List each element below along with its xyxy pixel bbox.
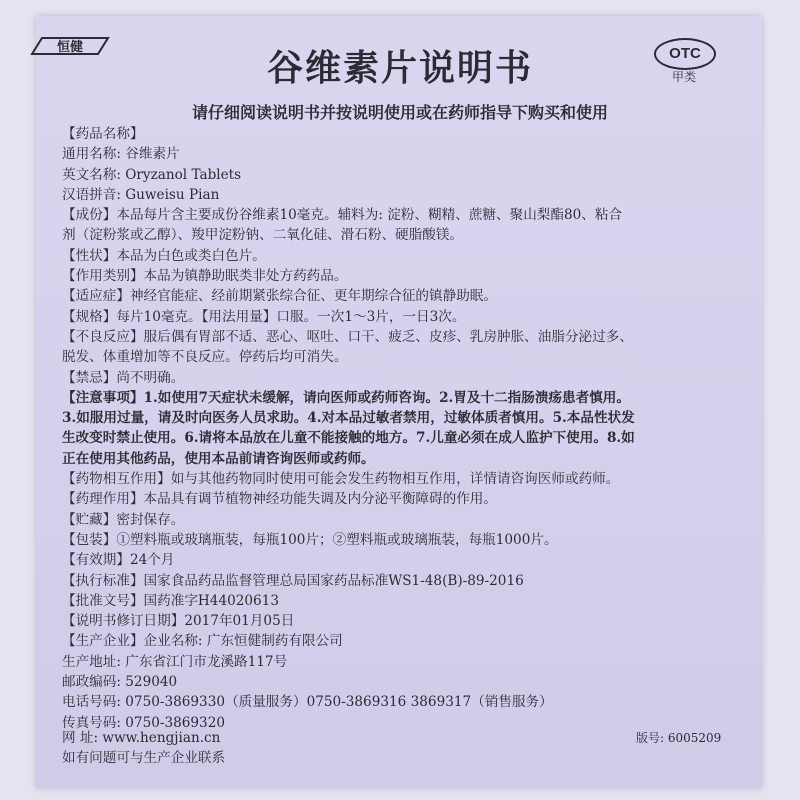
leaflet-line: 【药物相互作用】如与其他药物同时使用可能会发生药物相互作用，详情请咨询医师或药师。 <box>62 471 620 488</box>
leaflet-line: 【禁忌】尚不明确。 <box>62 369 185 386</box>
leaflet-line: 生产地址: 广东省江门市龙溪路117号 <box>62 653 288 670</box>
leaflet-line: 通用名称: 谷维素片 <box>62 146 180 163</box>
leaflet-line: 【注意事项】1.如使用7天症状未缓解，请向医师或药师咨询。2.胃及十二指肠溃疡患者慎用。 <box>62 389 630 406</box>
footer-note: 如有问题可与生产企业联系 <box>62 750 226 766</box>
leaflet-line: 汉语拼音: Guweisu Pian <box>62 186 220 203</box>
website-line: 网 址: www.hengjian.cn <box>62 730 221 746</box>
leaflet-line: 脱发、体重增加等不良反应。停药后均可消失。 <box>62 349 348 366</box>
leaflet-line: 【性状】本品为白色或类白色片。 <box>62 247 266 264</box>
leaflet-line: 剂（淀粉浆或乙醇）、羧甲淀粉钠、二氧化硅、滑石粉、硬脂酸镁。 <box>62 227 464 244</box>
version-number: 版号: 6005209 <box>636 731 722 745</box>
leaflet-line: 【说明书修订日期】2017年01月05日 <box>62 613 295 630</box>
leaflet-line: 英文名称: Oryzanol Tablets <box>62 166 242 183</box>
leaflet-line: 【不良反应】服后偶有胃部不适、恶心、呕吐、口干、疲乏、皮疹、乳房肿胀、油脂分泌过多、 <box>62 328 633 345</box>
leaflet-line: 【执行标准】国家食品药品监督管理总局国家药品标准WS1-48(B)-89-2016 <box>62 572 524 589</box>
leaflet-line: 3.如服用过量，请及时向医务人员求助。4.对本品过敏者禁用，过敏体质者慎用。5.本品性状发 <box>62 410 635 427</box>
leaflet-body <box>62 124 742 733</box>
leaflet-line: 【作用类别】本品为镇静助眠类非处方药药品。 <box>62 268 348 285</box>
leaflet-line: 邮政编码: 529040 <box>62 674 178 691</box>
leaflet-line: 【适应症】神经官能症、经前期紧张综合征、更年期综合征的镇静助眠。 <box>62 288 497 305</box>
leaflet-line: 电话号码: 0750-3869330（质量服务）0750-3869316 3869317（销售服务） <box>62 694 553 711</box>
leaflet-line: 传真号码: 0750-3869320 <box>62 714 226 731</box>
leaflet-line: 【成份】本品每片含主要成份谷维素10毫克。辅料为: 淀粉、糊精、蔗糖、聚山梨酯80、粘合 <box>62 207 623 224</box>
leaflet-line: 【有效期】24个月 <box>62 552 175 569</box>
leaflet-line: 【批准文号】国药准字H44020613 <box>62 592 279 609</box>
leaflet-line: 【规格】每片10毫克。【用法用量】口服。一次1～3片，一日3次。 <box>62 308 466 325</box>
otc-category: 甲类 <box>671 70 696 84</box>
leaflet-line: 生改变时禁止使用。6.请将本品放在儿童不能接触的地方。7.儿童必须在成人监护下使用。8.如 <box>62 430 635 447</box>
otc-badge: OTC <box>654 38 716 70</box>
page-subtitle: 请仔细阅读说明书并按说明使用或在药师指导下购买和使用 <box>191 103 608 122</box>
svg-text:恒健: 恒健 <box>56 40 84 55</box>
leaflet-line: 【贮藏】密封保存。 <box>62 511 185 528</box>
leaflet-line: 【包装】①塑料瓶或玻璃瓶装，每瓶100片；②塑料瓶或玻璃瓶装，每瓶1000片。 <box>62 531 558 548</box>
leaflet-line: 【药理作用】本品具有调节植物神经功能失调及内分泌平衡障碍的作用。 <box>62 491 497 508</box>
leaflet-line: 【药品名称】 <box>62 126 144 142</box>
leaflet-line: 正在使用其他药品，使用本品前请咨询医师或药师。 <box>62 450 375 467</box>
leaflet-line: 【生产企业】企业名称: 广东恒健制药有限公司 <box>62 633 343 650</box>
page-title: 谷维素片说明书 <box>266 48 533 89</box>
